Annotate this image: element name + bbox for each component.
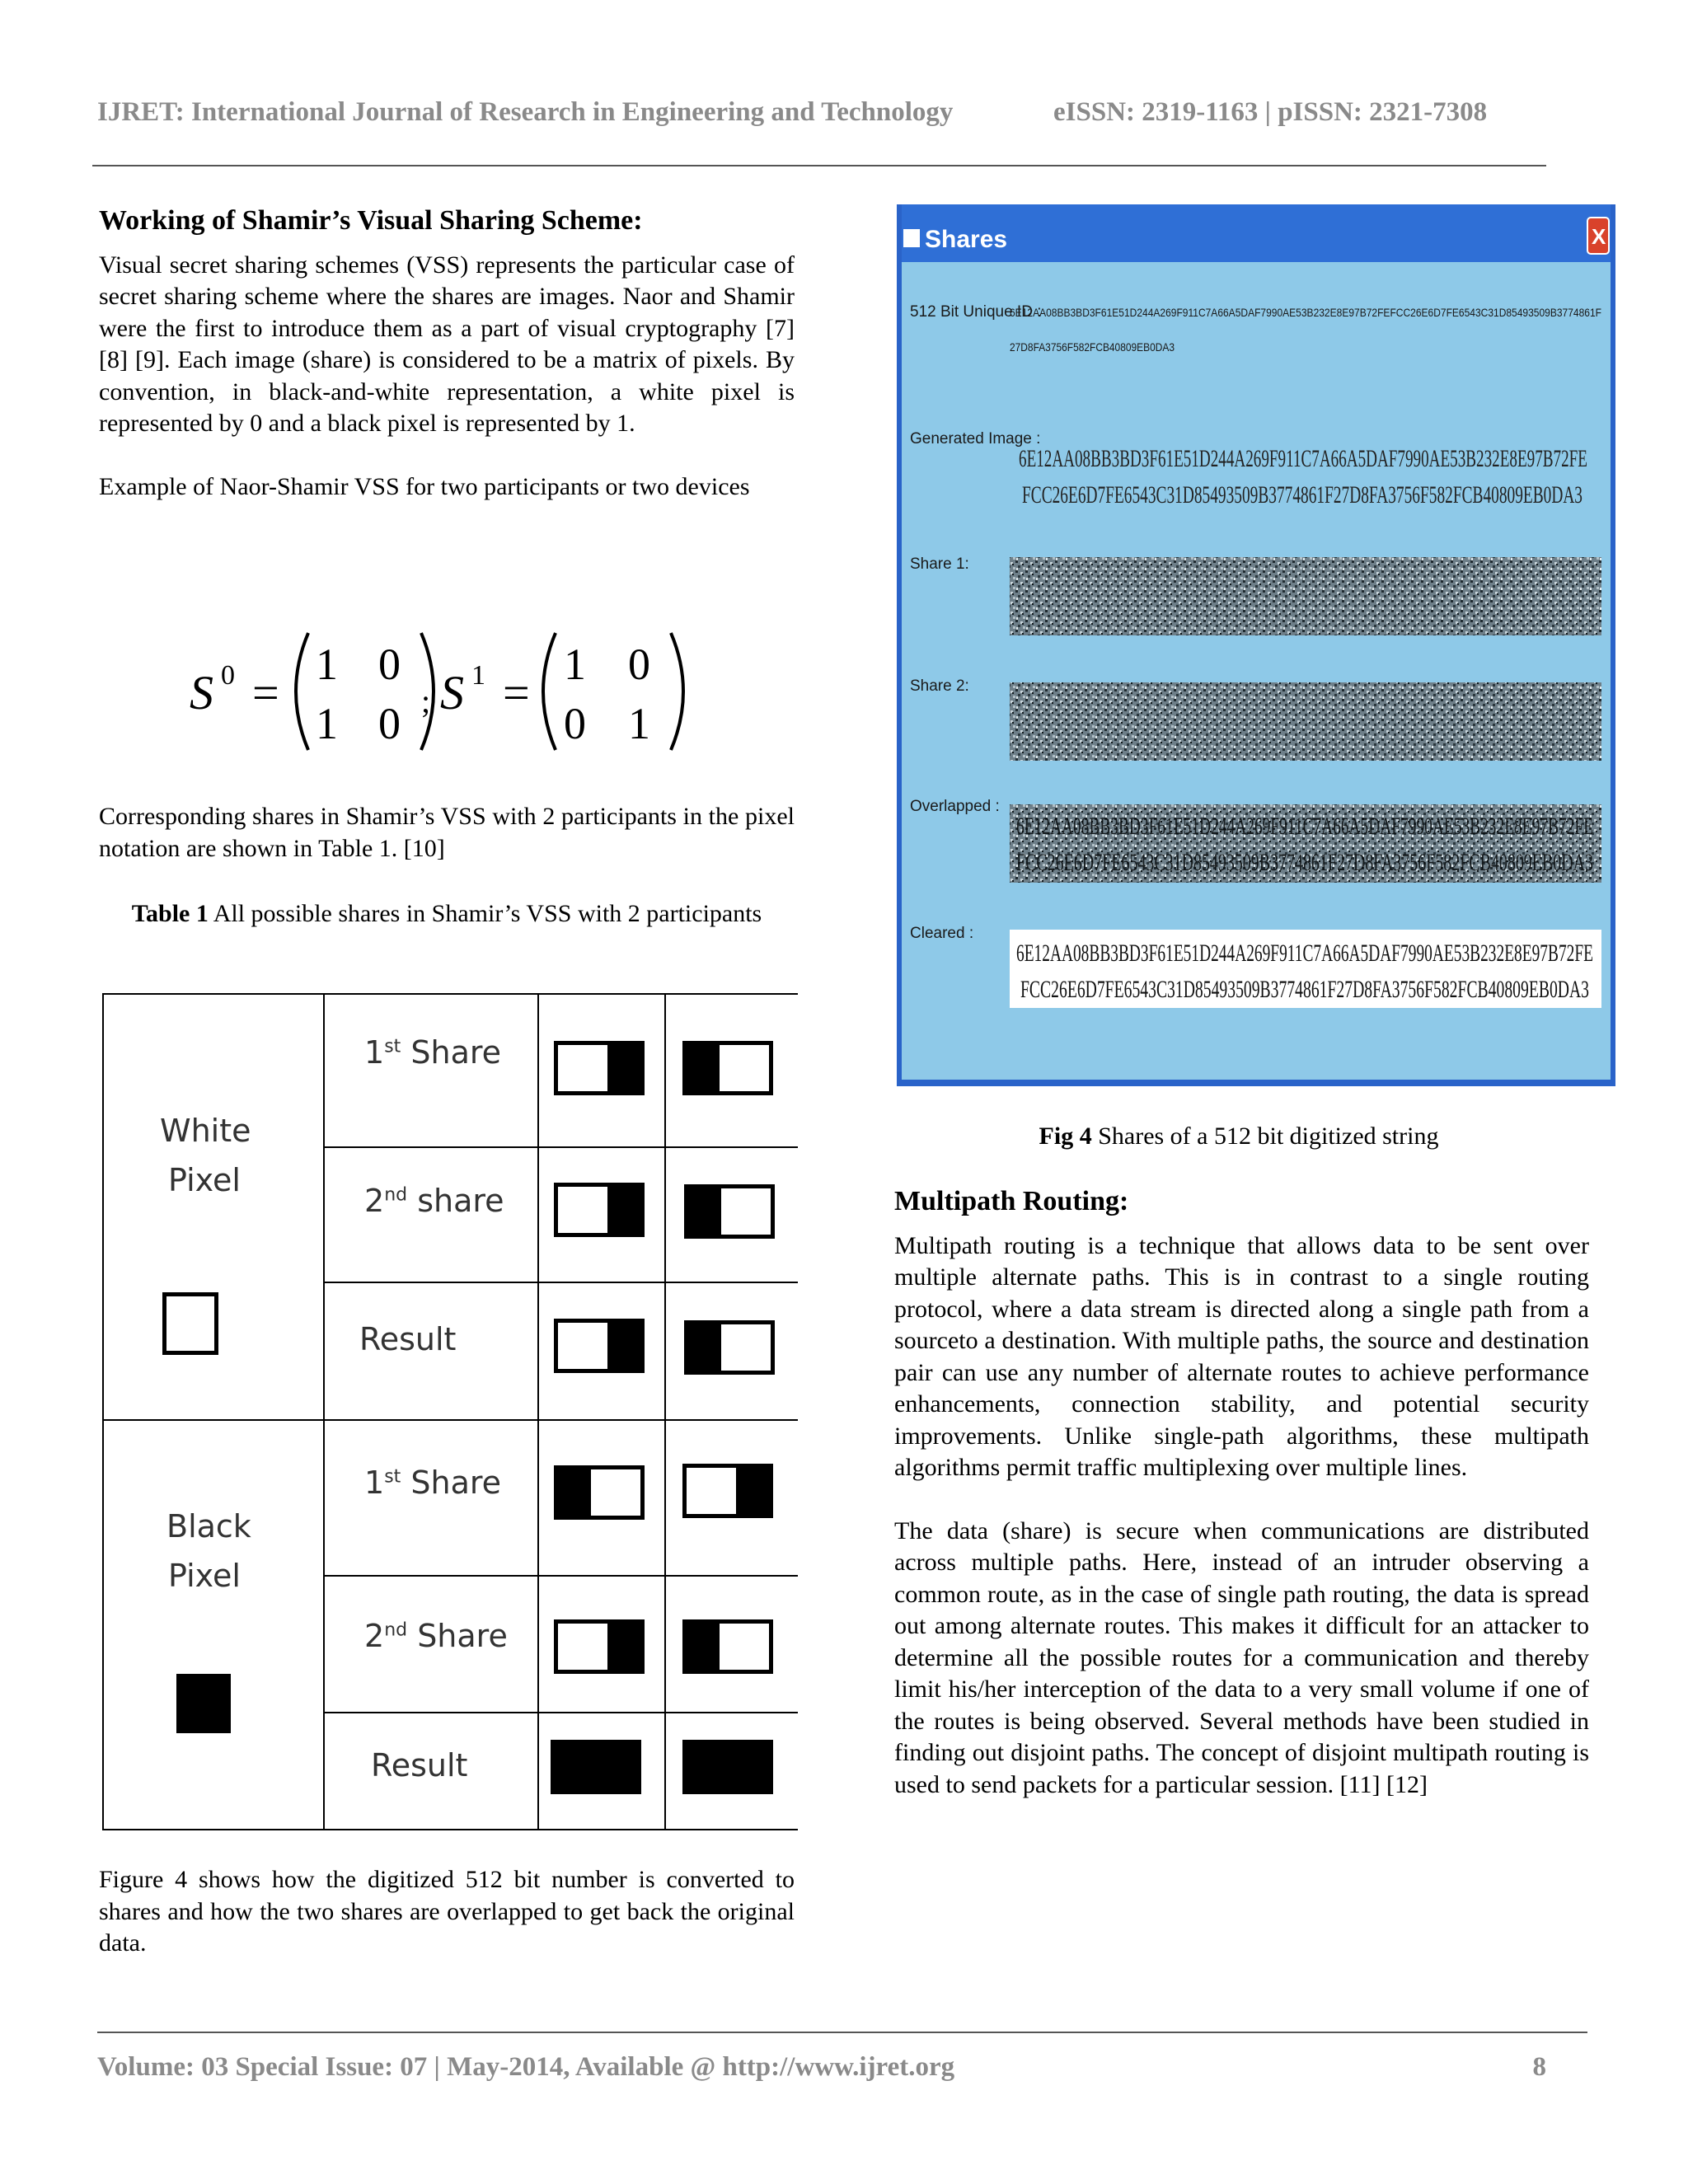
s0-m12: 0 <box>378 640 401 689</box>
overlapped-text-line1: 6E12AA08BB3BD3F61E51D244A269F911C7A66A5DAF7990AE53B232E8E97B72FE <box>1016 813 1593 840</box>
cleared-text-line1: 6E12AA08BB3BD3F61E51D244A269F911C7A66A5DAF7990AE53B232E8E97B72FE <box>1016 940 1593 967</box>
pixel-pattern-right-black <box>554 1319 645 1373</box>
paragraph-vss-intro: Visual secret sharing schemes (VSS) represents the particular case of secret sharing scheme where the shares are images. Naor and Shamir were the first to introduce them as a part of visual cryptography [7] [8] [9]. Each image (share) is considered to be a matrix of pixels. By convention, in black-and-white representation, a white pixel is represented by 0 and a black pixel is represented by 1. <box>99 251 795 438</box>
figure-caption-text: Shares of a 512 bit digitized string <box>1091 1122 1439 1150</box>
pixel-pattern-left-black <box>684 1320 775 1375</box>
running-footer <box>97 2052 1546 2083</box>
row-label-white-result: Result <box>359 1321 457 1357</box>
cleared-label: Cleared : <box>910 925 974 942</box>
share1-noise-image <box>1010 557 1601 635</box>
window-title-bar <box>902 204 1611 262</box>
s0-m22: 0 <box>378 699 401 748</box>
pixel-pattern-right-black <box>554 1183 645 1237</box>
row-label-black-share1: 1st Share <box>364 1465 502 1501</box>
uid-label: 512 Bit Unique ID : <box>910 303 1042 321</box>
cleared-text-line2: FCC26E6D7FE6543C31D85493509B3774861F27D8FA3756F582FCB40809EB0DA3 <box>1020 976 1589 1003</box>
table-row-divider <box>323 1146 798 1148</box>
row-label-white-share2: 2nd share <box>364 1183 504 1219</box>
paragraph-figure4-description: Figure 4 shows how the digitized 512 bit number is converted to shares and how the two shares are overlapped to get back the original data. <box>99 1866 795 1957</box>
table-caption-label: Table 1 <box>131 900 209 927</box>
table-caption-text: All possible shares in Shamir’s VSS with 2 participants <box>208 900 762 927</box>
issn-info: eISSN: 2319-1163 | pISSN: 2321-7308 <box>1053 97 1488 127</box>
table-col-divider-2 <box>537 993 539 1830</box>
s0-m11: 1 <box>316 640 338 689</box>
black-pixel-icon <box>176 1674 231 1733</box>
black-pixel-label-1: Black <box>166 1508 251 1544</box>
table-group-divider <box>102 1419 798 1421</box>
s0-m21: 1 <box>316 699 338 748</box>
table-row-divider <box>323 1575 798 1577</box>
generated-image-label: Generated Image : <box>910 430 1041 448</box>
generated-image-line1: 6E12AA08BB3BD3F61E51D244A269F911C7A66A5DAF7990AE53B232E8E97B72FE <box>1019 445 1587 472</box>
overlapped-text-line2: FCC26E6D7FE6543C31D85493509B3774861F27D8FA3756F582FCB40809EB0DA3 <box>1016 849 1593 876</box>
section-heading-shamir: Working of Shamir’s Visual Sharing Scheme: <box>99 205 643 236</box>
pixel-pattern-left-black <box>682 1619 773 1674</box>
header-rule <box>92 165 1546 166</box>
running-header <box>97 97 1564 128</box>
row-label-black-share2: 2nd Share <box>364 1618 508 1654</box>
pixel-pattern-left-black <box>682 1041 773 1095</box>
s1-m12: 0 <box>628 640 650 689</box>
overlapped-label: Overlapped : <box>910 798 1000 815</box>
s1-symbol: S <box>440 666 464 719</box>
white-pixel-label-2: Pixel <box>168 1162 241 1198</box>
s1-m22: 1 <box>628 699 650 748</box>
table-row-divider <box>323 1712 798 1713</box>
pixel-pattern-left-black <box>684 1184 775 1239</box>
s1-m21: 0 <box>564 699 586 748</box>
s1-equals: = <box>503 666 530 719</box>
left-column <box>99 204 795 503</box>
black-pixel-label-2: Pixel <box>168 1558 241 1594</box>
vss-matrix-formula <box>186 626 697 757</box>
s0-superscript: 0 <box>221 660 235 691</box>
s0-equals: = <box>252 666 279 719</box>
uid-value-line2: 27D8FA3756F582FCB40809EB0DA3 <box>1010 340 1175 354</box>
pixel-pattern-full-black <box>551 1740 641 1794</box>
table-caption <box>99 898 795 930</box>
window-title: Shares <box>925 226 1008 253</box>
white-pixel-icon <box>162 1292 218 1355</box>
s1-superscript: 1 <box>471 660 485 691</box>
generated-image-line2: FCC26E6D7FE6543C31D85493509B3774861F27D8FA3756F582FCB40809EB0DA3 <box>1022 481 1582 509</box>
row-label-black-result: Result <box>371 1747 468 1783</box>
right-column <box>894 1185 1589 1801</box>
pixel-pattern-left-black <box>554 1465 645 1520</box>
s1-m11: 1 <box>564 640 586 689</box>
table-border-top <box>102 993 798 995</box>
table-border-left <box>102 993 104 1830</box>
figure-caption-label: Fig 4 <box>1039 1122 1092 1150</box>
pixel-pattern-right-black <box>554 1619 645 1674</box>
white-pixel-label-1: White <box>160 1113 251 1149</box>
figure-caption <box>897 1122 1581 1151</box>
pixel-pattern-right-black <box>554 1041 645 1095</box>
left-column-bottom <box>99 1864 795 1960</box>
window-icon <box>903 229 920 247</box>
table-col-divider-1 <box>323 993 325 1830</box>
table-col-divider-3 <box>664 993 666 1830</box>
left-column-mid <box>99 801 795 865</box>
paragraph-multipath-security: The data (share) is secure when communications are distributed across multiple paths. Here, instead of an intruder observing a common route, as in the case of single path routing, the data is spread out among alternate routes. This makes it difficult for an attacker to determine all the possible routes for a communication and thereby limit his/her interception of the data to a very small volume if one of the routes is being observed. Several methods have been studied in finding out disjoint paths. The concept of disjoint multipath routing is used to send packets for a particular session. [11] [12] <box>894 1516 1589 1798</box>
paragraph-multipath-definition: Multipath routing is a technique that allows data to be sent over multiple alternate paths. This is in contrast to a single routing protocol, where a data stream is directed along a single path from a sourceto a destination. With multiple paths, the source and destination pair can use any number of alternate routes to achieve performance enhancements, connection stability, and potential security improvements. Unlike single-path algorithms, these multipath algorithms permit traffic multiplexing over multiple lines. <box>894 1231 1589 1482</box>
row-label-white-share1: 1st Share <box>364 1034 502 1071</box>
s0-left-paren <box>296 633 308 750</box>
footer-rule <box>97 2032 1587 2033</box>
pixel-pattern-full-black <box>682 1740 773 1794</box>
share2-label: Share 2: <box>910 677 969 695</box>
footer-volume-info: Volume: 03 Special Issue: 07 | May-2014, Available @ http://www.ijret.org <box>97 2052 955 2082</box>
journal-title: IJRET: International Journal of Research in Engineering and Technology <box>97 97 954 127</box>
page-number: 8 <box>1532 2052 1546 2082</box>
s1-right-paren <box>671 633 683 750</box>
table-border-bottom <box>102 1829 798 1830</box>
s1-left-paren <box>543 633 556 750</box>
table-row-divider <box>323 1282 798 1283</box>
share2-noise-image <box>1010 682 1601 761</box>
paragraph-example: Example of Naor-Shamir VSS for two participants or two devices <box>99 472 750 500</box>
shares-table <box>102 993 798 1832</box>
shares-window-figure <box>897 204 1615 1086</box>
close-glyph: X <box>1592 224 1606 249</box>
pixel-pattern-right-black <box>682 1464 773 1518</box>
formula-separator: ; <box>421 682 431 719</box>
section-heading-multipath: Multipath Routing: <box>894 1186 1129 1216</box>
uid-value-line1: 6E12AA08BB3BD3F61E51D244A269F911C7A66A5DAF7990AE53B232E8E97B72FEFCC26E6D7FE6543C31D85493509B3774861F <box>1010 306 1601 319</box>
share1-label: Share 1: <box>910 555 969 573</box>
s0-symbol: S <box>190 666 213 719</box>
paragraph-corresponding-shares: Corresponding shares in Shamir’s VSS with 2 participants in the pixel notation are shown in Table 1. [10] <box>99 803 795 862</box>
